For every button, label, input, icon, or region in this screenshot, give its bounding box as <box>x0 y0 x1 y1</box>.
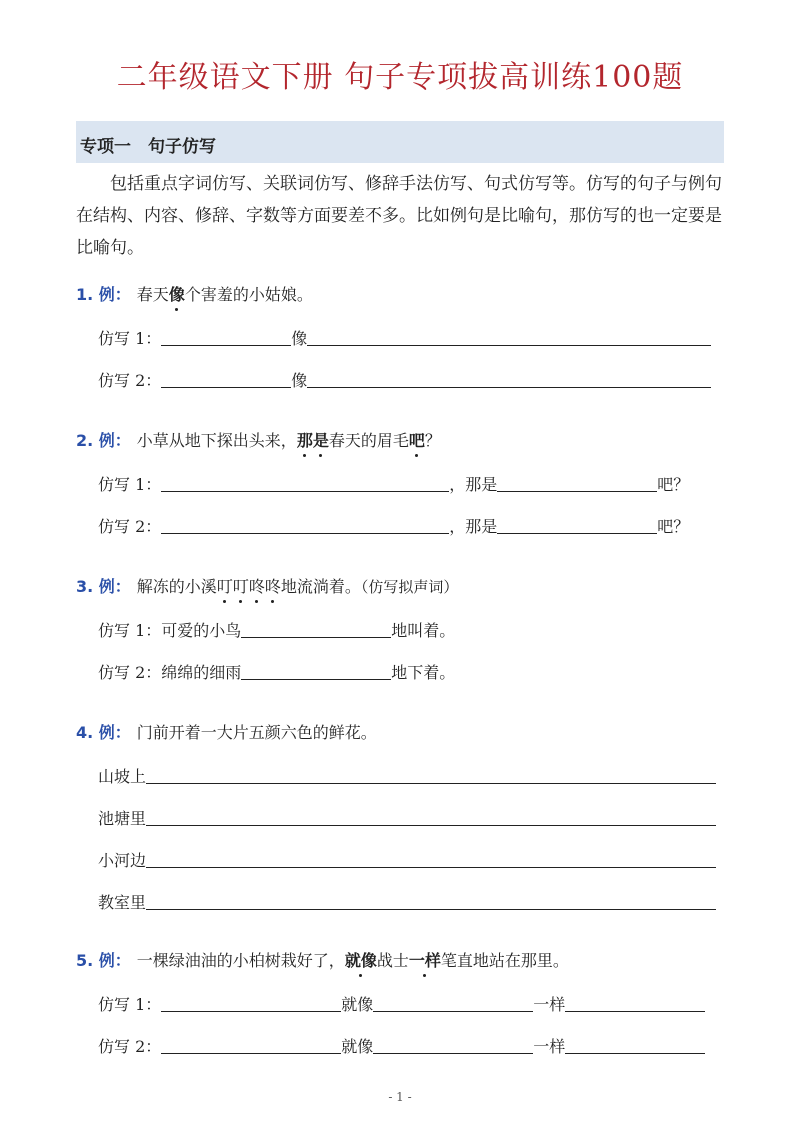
question-number: 2. 例： <box>76 431 131 450</box>
answer-row <box>98 848 716 871</box>
row-end: 地下着。 <box>391 663 456 682</box>
row-label: 小河边 <box>98 851 147 870</box>
answer-blank[interactable] <box>373 993 533 1012</box>
section-label: 专项一 句子仿写 <box>80 137 216 157</box>
onomatopoeia-char: 叮 <box>233 574 249 597</box>
question-1 <box>76 282 313 305</box>
example-text: 一棵绿油油的小柏树栽好了， <box>136 951 345 970</box>
answer-blank[interactable] <box>161 369 291 388</box>
example-text: 笔直地站在那里。 <box>440 951 569 970</box>
answer-blank[interactable] <box>307 369 711 388</box>
row-connector: ，那是 <box>449 517 498 536</box>
question-4 <box>76 720 377 743</box>
row-label: 教室里 <box>98 893 147 912</box>
row-label: 仿写 1： <box>98 995 162 1014</box>
question-number: 5. 例： <box>76 951 131 970</box>
answer-blank[interactable] <box>497 473 657 492</box>
answer-row <box>98 806 716 829</box>
answer-blank[interactable] <box>146 765 716 784</box>
answer-blank[interactable] <box>307 327 711 346</box>
answer-blank[interactable] <box>161 327 291 346</box>
answer-row <box>98 618 455 641</box>
question-number: 1. 例： <box>76 285 131 304</box>
page-title: 二年级语文下册 句子专项拔高训练100题 <box>116 60 684 95</box>
onomatopoeia-char: 咚 <box>249 574 265 597</box>
answer-blank[interactable] <box>161 1035 341 1054</box>
row-label: 仿写 1： <box>98 329 162 348</box>
answer-blank[interactable] <box>161 993 341 1012</box>
row-label: 山坡上 <box>98 767 147 786</box>
answer-row <box>98 472 689 495</box>
page-number: - 1 - <box>388 1090 412 1104</box>
question-number: 4. 例： <box>76 723 131 742</box>
answer-row <box>98 1034 705 1057</box>
answer-blank[interactable] <box>241 619 391 638</box>
example-text: ？ <box>424 431 441 450</box>
answer-row <box>98 368 711 391</box>
onomatopoeia-char: 叮 <box>217 574 233 597</box>
row-end: 吧？ <box>657 517 690 536</box>
row-end: 一样 <box>533 1037 566 1056</box>
answer-row <box>98 326 711 349</box>
answer-blank[interactable] <box>241 661 391 680</box>
answer-blank[interactable] <box>373 1035 533 1054</box>
question-note: （仿写拟声词） <box>360 578 459 596</box>
answer-blank[interactable] <box>565 993 705 1012</box>
example-text: 春天的眉毛 <box>328 431 409 450</box>
row-label: 仿写 2：绵绵的细雨 <box>98 663 242 682</box>
row-connector: ，那是 <box>449 475 498 494</box>
question-5 <box>76 948 569 971</box>
intro-paragraph: 包括重点字词仿写、关联词仿写、修辞手法仿写、句式仿写等。仿写的句子与例句在结构、内容、修辞、字数等方面要差不多。比如例句是比喻句，那仿写的也一定要是比喻句。 <box>76 174 722 258</box>
example-text: 解冻的小溪 <box>136 577 217 596</box>
example-text: 春天 <box>136 285 169 304</box>
answer-blank[interactable] <box>146 807 716 826</box>
row-connector: 像 <box>291 329 308 348</box>
row-connector: 就像 <box>341 995 374 1014</box>
question-3 <box>76 574 458 597</box>
answer-row <box>98 890 716 913</box>
row-label: 仿写 2： <box>98 1037 162 1056</box>
answer-blank[interactable] <box>146 849 716 868</box>
example-text: 个害羞的小姑娘。 <box>184 285 313 304</box>
answer-blank[interactable] <box>497 515 657 534</box>
answer-row <box>98 764 716 787</box>
row-end: 一样 <box>533 995 566 1014</box>
onomatopoeia-char: 咚 <box>265 574 281 597</box>
row-label: 仿写 2： <box>98 517 162 536</box>
emphasis-word: 一样 <box>409 948 441 971</box>
answer-row <box>98 660 455 683</box>
example-text: 小草从地下探出头来， <box>136 431 297 450</box>
answer-blank[interactable] <box>565 1035 705 1054</box>
row-label: 池塘里 <box>98 809 147 828</box>
emphasis-word: 那 <box>297 428 313 451</box>
row-end: 吧？ <box>657 475 690 494</box>
answer-blank[interactable] <box>146 891 716 910</box>
answer-blank[interactable] <box>161 473 449 492</box>
row-label: 仿写 1： <box>98 475 162 494</box>
answer-blank[interactable] <box>161 515 449 534</box>
answer-row <box>98 992 705 1015</box>
question-2 <box>76 428 441 451</box>
row-label: 仿写 1：可爱的小鸟 <box>98 621 242 640</box>
row-end: 地叫着。 <box>391 621 456 640</box>
emphasis-word: 是 <box>313 428 329 451</box>
example-text: 战士 <box>376 951 409 970</box>
example-text: 地流淌着。 <box>280 577 361 596</box>
row-connector: 像 <box>291 371 308 390</box>
row-connector: 就像 <box>341 1037 374 1056</box>
emphasis-word: 就像 <box>345 948 377 971</box>
question-number: 3. 例： <box>76 577 131 596</box>
row-label: 仿写 2： <box>98 371 162 390</box>
answer-row <box>98 514 689 537</box>
emphasis-word: 像 <box>169 282 185 305</box>
example-text: 门前开着一大片五颜六色的鲜花。 <box>136 723 377 742</box>
emphasis-word: 吧 <box>409 428 425 451</box>
